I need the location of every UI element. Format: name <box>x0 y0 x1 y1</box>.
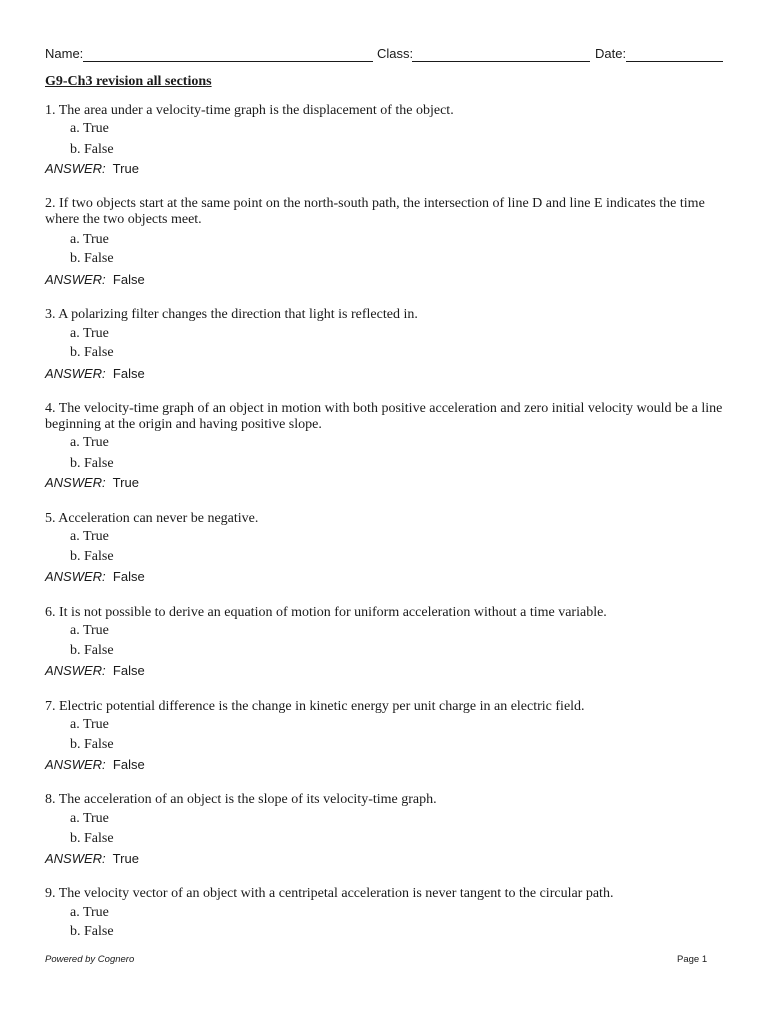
answer-label: ANSWER: <box>45 475 106 490</box>
option-false: b. False <box>70 549 114 564</box>
answer-value: False <box>112 569 145 584</box>
question-text: 5. Acceleration can never be negative. <box>45 511 259 526</box>
answer-line <box>45 475 139 491</box>
class-label: Class: <box>377 46 414 61</box>
date-field[interactable] <box>626 61 723 62</box>
answer-label: ANSWER: <box>45 161 106 176</box>
option-false: b. False <box>70 142 114 157</box>
option-true: a. True <box>70 529 109 544</box>
answer-value: True <box>112 851 139 866</box>
question-text: 1. The area under a velocity-time graph is the displacement of the object. <box>45 103 454 118</box>
name-field[interactable] <box>83 61 373 62</box>
answer-line <box>45 366 145 382</box>
option-false: b. False <box>70 643 114 658</box>
footer-page-number: Page 1 <box>677 954 708 965</box>
footer-powered-by: Powered by Cognero <box>45 954 135 965</box>
question-text: 4. The velocity-time graph of an object in motion with both positive acceleration and zero initial velocity would be a line beginning at the origin and having positive slope. <box>45 401 723 432</box>
option-true: a. True <box>70 905 109 920</box>
option-true: a. True <box>70 811 109 826</box>
question-text: 9. The velocity vector of an object with a centripetal acceleration is never tangent to the circular path. <box>45 886 614 901</box>
answer-line <box>45 569 145 585</box>
date-label: Date: <box>595 46 627 61</box>
answer-value: False <box>112 366 145 381</box>
option-false: b. False <box>70 345 114 360</box>
answer-label: ANSWER: <box>45 366 106 381</box>
answer-line <box>45 663 145 679</box>
answer-label: ANSWER: <box>45 757 106 772</box>
question-text: 2. If two objects start at the same point on the north-south path, the intersection of line D and line E indicates the time where the two objects meet. <box>45 196 705 227</box>
answer-line <box>45 757 145 773</box>
answer-value: False <box>112 663 145 678</box>
option-true: a. True <box>70 435 109 450</box>
option-true: a. True <box>70 623 109 638</box>
answer-label: ANSWER: <box>45 851 106 866</box>
option-false: b. False <box>70 924 114 939</box>
answer-line <box>45 272 145 288</box>
answer-value: True <box>112 475 139 490</box>
answer-label: ANSWER: <box>45 569 106 584</box>
question-text: 7. Electric potential difference is the change in kinetic energy per unit charge in an electric field. <box>45 699 585 714</box>
option-false: b. False <box>70 251 114 266</box>
question-text: 3. A polarizing filter changes the direction that light is reflected in. <box>45 307 418 322</box>
answer-label: ANSWER: <box>45 663 106 678</box>
option-true: a. True <box>70 121 109 136</box>
option-false: b. False <box>70 456 114 471</box>
answer-label: ANSWER: <box>45 272 106 287</box>
answer-value: False <box>112 272 145 287</box>
question-text: 6. It is not possible to derive an equation of motion for uniform acceleration without a time variable. <box>45 605 607 620</box>
question-text: 8. The acceleration of an object is the slope of its velocity-time graph. <box>45 792 437 807</box>
class-field[interactable] <box>412 61 590 62</box>
option-false: b. False <box>70 737 114 752</box>
name-label: Name: <box>45 46 84 61</box>
option-false: b. False <box>70 831 114 846</box>
answer-value: True <box>112 161 139 176</box>
option-true: a. True <box>70 232 109 247</box>
page-title: G9-Ch3 revision all sections <box>45 74 212 89</box>
option-true: a. True <box>70 326 109 341</box>
answer-line <box>45 851 139 867</box>
answer-value: False <box>112 757 145 772</box>
answer-line <box>45 161 139 177</box>
option-true: a. True <box>70 717 109 732</box>
student-info-header <box>45 46 723 64</box>
